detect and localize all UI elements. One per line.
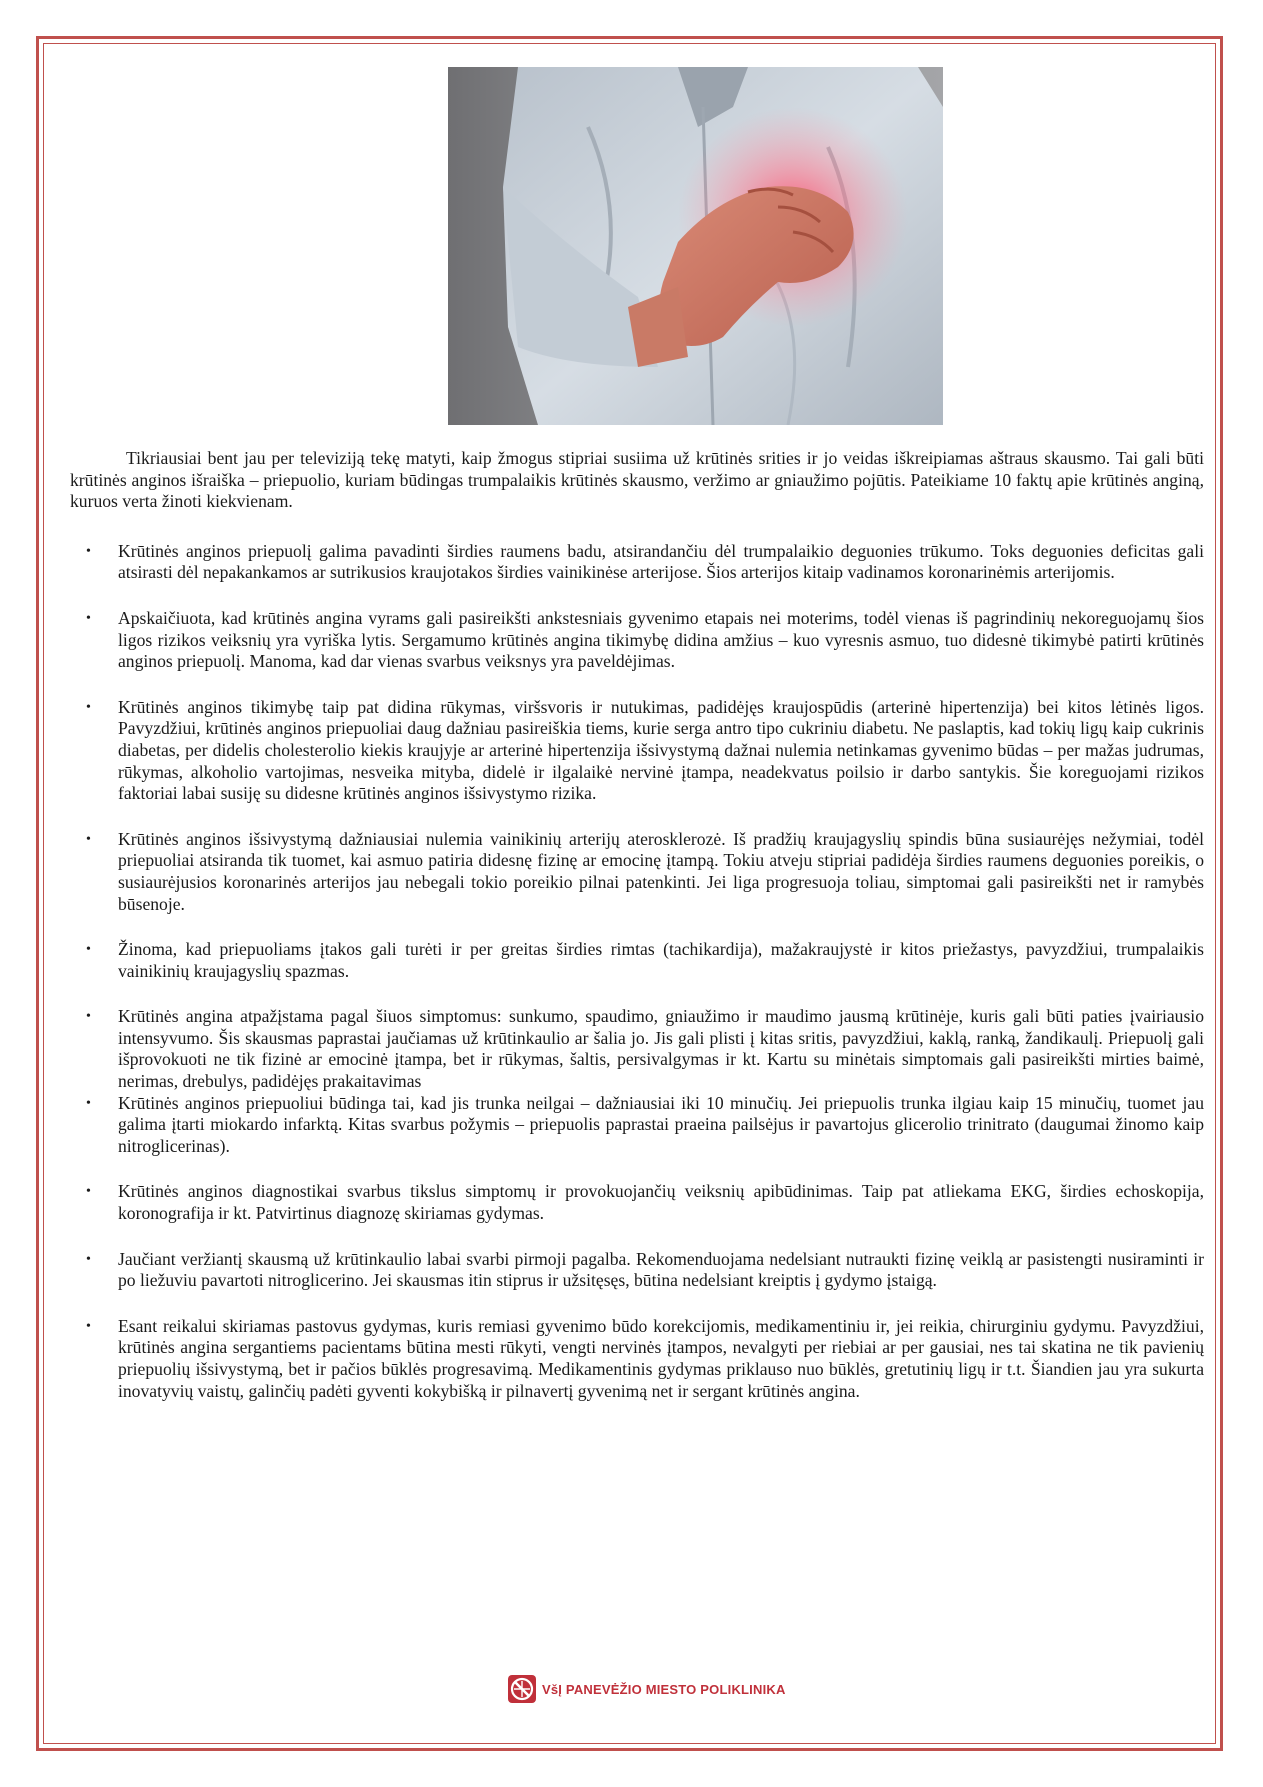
fact-text: Krūtinės anginos tikimybę taip pat didina rūkymas, viršsvoris ir nutukimas, padidėjęs kraujospūdis (arterinė hipertenzija) bei kitos lėtinės ligos. Pavyzdžiui, krūtinės anginos priepuoliai daug dažniau pasireiškia tiems, kurie serga antro tipo cukriniu diabetu. Ne paslaptis, kad tokių ligų kaip cukrinis diabetas, per didelis cholesterolio kiekis kraujyje ar arterinė hipertenzija išsivystymą dažnai nulemia netinkamas gyvenimo būdas – per mažas judrumas, rūkymas, alkoholio vartojimas, nesveika mityba, didelė ir ilgalaikė nervinė įtampa, neadekvatus poilsio ir darbo santykis. Šie koreguojami rizikos faktoriai labai susiję su didesne krūtinės anginos išsivystymo rizika. bbox=[118, 696, 1204, 804]
fact-text: Krūtinės anginos priepuoliui būdinga tai, kad jis trunka neilgai – dažniausiai iki 10 minučių. Jei priepuolis trunka ilgiau kaip 15 minučių, tuomet jau galima įtarti miokardo infarktą. Kitas svarbus požymis – priepuolis paprastai praeina pailsėjus ir pavartojus glicerolio trinitrato (daugumai žinomo kaip nitroglicerinas). bbox=[118, 1092, 1204, 1156]
bullet-icon: • bbox=[86, 942, 91, 958]
fact-item bbox=[70, 829, 1204, 915]
article-body bbox=[70, 448, 1204, 1426]
fact-item bbox=[70, 939, 1204, 982]
clinic-logo bbox=[506, 1673, 786, 1705]
fact-text: Žinoma, kad priepuoliams įtakos gali turėti ir per greitas širdies rimtas (tachikardija), mažakraujystė ir kitos priežastys, pavyzdžiui, trumpalaikis vainikinių kraujagyslių spazmas. bbox=[118, 939, 1204, 981]
bullet-icon: • bbox=[86, 831, 91, 847]
fact-item bbox=[70, 541, 1204, 584]
bullet-icon: • bbox=[86, 1318, 91, 1334]
bullet-icon: • bbox=[86, 1009, 91, 1025]
bullet-icon: • bbox=[86, 699, 91, 715]
bullet-icon: • bbox=[86, 1251, 91, 1267]
fact-item bbox=[70, 608, 1204, 673]
fact-item bbox=[70, 697, 1204, 805]
bullet-icon: • bbox=[86, 1095, 91, 1111]
fact-text: Apskaičiuota, kad krūtinės angina vyrams gali pasireikšti ankstesniais gyvenimo etapais nei moterims, todėl vienas iš pagrindinių nekoreguojamų šios ligos rizikos veiksnių yra vyriška lytis. Sergamumo krūtinės angina tikimybę didina amžius – kuo vyresnis asmuo, tuo didesnė tikimybė patirti krūtinės anginos priepuolį. Manoma, kad dar vienas svarbus veiksnys yra paveldėjimas. bbox=[118, 607, 1204, 672]
fact-item bbox=[70, 1181, 1204, 1224]
clinic-emblem-icon bbox=[506, 1673, 538, 1705]
bullet-icon: • bbox=[86, 543, 91, 559]
fact-text: Jaučiant veržiantį skausmą už krūtinkaulio labai svarbi pirmoji pagalba. Rekomenduojama nedelsiant nutraukti fizinę veiklą ar pasistengti nusiraminti ir po liežuviu pavartoti nitroglicerino. Jei skausmas itin stiprus ir užsitęsęs, būtina nedelsiant kreiptis į gydymo įstaigą. bbox=[118, 1248, 1204, 1291]
fact-text: Krūtinės angina atpažįstama pagal šiuos simptomus: sunkumo, spaudimo, gniaužimo ir maudimo jausmą krūtinėje, kuris gali būti paties įvairiausio intensyvumo. Šis skausmas paprastai jaučiamas už krūtinkaulio ar šalia jo. Jis gali plisti į kitas sritis, pavyzdžiui, kaklą, ranką, žandikaulį. Priepuolį gali išprovokuoti ne tik fizinė ar emocinė įtampa, bet ir rūkymas, šaltis, persivalgymas ir kt. Kartu su minėtais simptomais gali pasireikšti mirties baimė, nerimas, drebulys, padidėjęs prakaitavimas bbox=[118, 1006, 1204, 1092]
fact-item bbox=[70, 1249, 1204, 1292]
intro-paragraph: Tikriausiai bent jau per televiziją tekę matyti, kaip žmogus stipriai susiima už krūtinės srities ir jo veidas iškreipiamas aštraus skausmo. Tai gali būti krūtinės anginos išraiška – priepuolio, kuriam būdingas trumpalaikis krūtinės skausmo, veržimo ar gniaužimo pojūtis. Pateikiame 10 faktų apie krūtinės anginą, kuruos verta žinoti kiekvienam. bbox=[70, 448, 1204, 512]
fact-text: Esant reikalui skiriamas pastovus gydymas, kuris remiasi gyvenimo būdo korekcijomis, medikamentiniu ir, jei reikia, chirurginiu gydymu. Pavyzdžiui, krūtinės angina sergantiems pacientams būtina mesti rūkyti, vengti nervinės įtampos, nevalgyti per riebiai ar per gausiai, nes tai skatina ne tik pavienių priepuolių išsivystymą, bet ir pačios būklės progresavimą. Medikamentinis gydymas priklauso nuo būklės, gretutinių ligų ir t.t. Šiandien jau yra sukurta inovatyvių vaistų, galinčių padėti gyventi kokybišką ir pilnavertį gyvenimą net ir sergant krūtinės angina. bbox=[118, 1315, 1204, 1401]
fact-text: Krūtinės anginos diagnostikai svarbus tikslus simptomų ir provokuojančių veiksnių apibūdinimas. Taip pat atliekama EKG, širdies echoskopija, koronografija ir kt. Patvirtinus diagnozę skiriamas gydymas. bbox=[118, 1181, 1204, 1224]
fact-item bbox=[70, 1316, 1204, 1402]
bullet-icon: • bbox=[86, 610, 91, 626]
fact-text: Krūtinės anginos priepuolį galima pavadinti širdies raumens badu, atsirandančiu dėl trumpalaikio deguonies trūkumo. Toks deguonies deficitas gali atsirasti dėl nepakankamos ar sutrikusios kraujotakos širdies vainikinėse arterijose. Šios arterijos kitaip vadinamos koronarinėmis arterijomis. bbox=[118, 540, 1204, 583]
facts-list bbox=[70, 541, 1204, 1402]
fact-text: Krūtinės anginos išsivystymą dažniausiai nulemia vainikinių arterijų aterosklerozė. Iš pradžių kraujagyslių spindis būna susiaurėjęs nežymiai, todėl priepuoliai atsiranda tik tuomet, kai asmuo patiria didesnę fizinę ar emocinę įtampą. Tokiu atveju stipriai padidėja širdies raumens deguonies poreikis, o susiaurėjusios koronarinės arterijos jau nebegali tokio poreikio pilnai patenkinti. Jei liga progresuoja toliau, simptomai gali pasireikšti net ir ramybės būsenoje. bbox=[118, 828, 1204, 914]
fact-item bbox=[70, 1093, 1204, 1158]
clinic-name: VšĮ PANEVĖŽIO MIESTO POLIKLINIKA bbox=[542, 1681, 786, 1697]
fact-item bbox=[70, 1006, 1204, 1092]
bullet-icon: • bbox=[86, 1184, 91, 1200]
chest-pain-photo bbox=[448, 67, 943, 425]
